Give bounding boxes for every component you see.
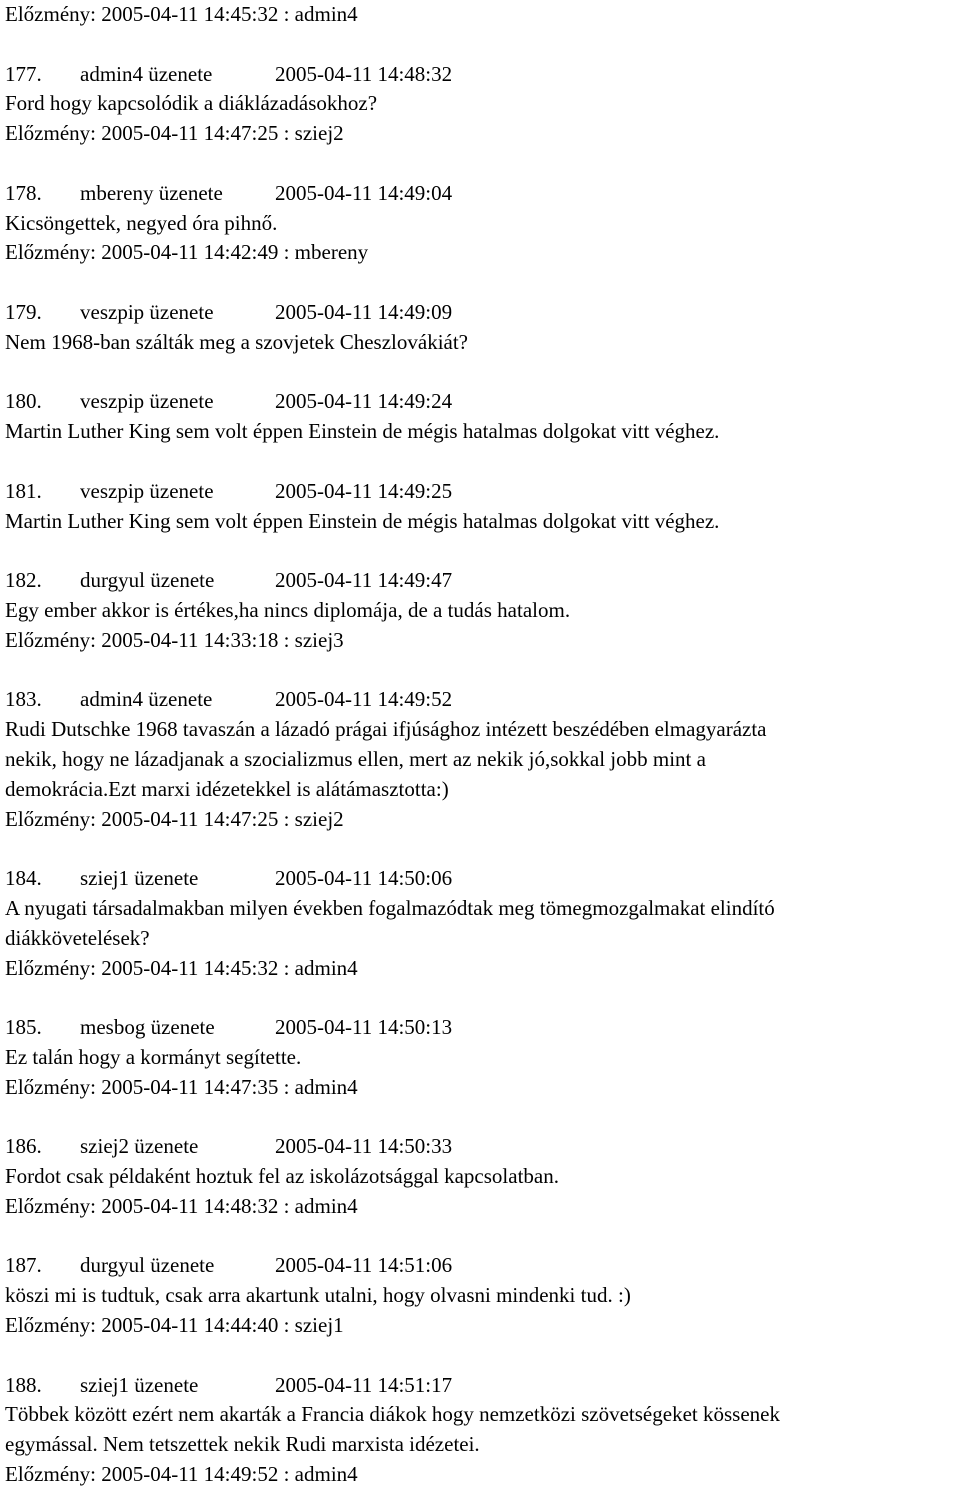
message-block <box>5 1251 957 1370</box>
message-header <box>5 1013 957 1043</box>
message-block <box>5 566 957 685</box>
message-number: 181. <box>5 478 42 503</box>
message-header <box>5 60 957 90</box>
message-number: 183. <box>5 687 42 712</box>
message-block <box>5 298 957 387</box>
message-block <box>5 477 957 566</box>
message-body-line: Fordot csak példaként hoztuk fel az iskolázotsággal kapcsolatban. <box>5 1164 559 1189</box>
message-body-line: Kicsöngettek, negyed óra pihnő. <box>5 210 278 235</box>
message-header <box>5 1371 957 1401</box>
message-block <box>5 685 957 864</box>
reply-reference: Előzmény: 2005-04-11 14:42:49 : mbereny <box>5 240 369 265</box>
spacer <box>5 358 957 388</box>
message-body-line: köszi mi is tudtuk, csak arra akartunk utalni, hogy olvasni mindenki tud. :) <box>5 1283 631 1308</box>
spacer <box>5 536 957 566</box>
message-number: 184. <box>5 866 42 891</box>
message-header <box>5 685 957 715</box>
message-body-line: Martin Luther King sem volt éppen Einstein de mégis hatalmas dolgokat vitt véghez. <box>5 508 720 533</box>
message-header <box>5 298 957 328</box>
message-author: sziej1 üzenete <box>80 1372 199 1397</box>
message-timestamp: 2005-04-11 14:49:52 <box>275 687 453 712</box>
message-author: durgyul üzenete <box>80 1253 215 1278</box>
message-author: veszpip üzenete <box>80 299 214 324</box>
spacer <box>5 149 957 179</box>
message-header <box>5 387 957 417</box>
message-timestamp: 2005-04-11 14:49:47 <box>275 568 453 593</box>
message-timestamp: 2005-04-11 14:48:32 <box>275 61 453 86</box>
reply-reference: Előzmény: 2005-04-11 14:47:25 : sziej2 <box>5 806 344 831</box>
message-author: admin4 üzenete <box>80 61 213 86</box>
spacer <box>5 983 957 1013</box>
message-author: admin4 üzenete <box>80 687 213 712</box>
message-body-line: Nem 1968-ban szálták meg a szovjetek Cheszlovákiát? <box>5 329 469 354</box>
message-block <box>5 1132 957 1251</box>
message-block <box>5 864 957 1013</box>
message-body-line: nekik, hogy ne lázadjanak a szocializmus ellen, mert az nekik jó,sokkal jobb mint a <box>5 746 706 771</box>
spacer <box>5 656 957 686</box>
reply-reference: Előzmény: 2005-04-11 14:47:25 : sziej2 <box>5 121 344 146</box>
message-number: 185. <box>5 1015 42 1040</box>
message-author: sziej2 üzenete <box>80 1134 199 1159</box>
message-author: mesbog üzenete <box>80 1015 215 1040</box>
message-timestamp: 2005-04-11 14:49:09 <box>275 299 453 324</box>
message-header <box>5 864 957 894</box>
message-number: 187. <box>5 1253 42 1278</box>
message-body-line: A nyugati társadalmakban milyen években fogalmazódtak meg tömegmozgalmakat elindító <box>5 895 775 920</box>
message-list <box>5 60 957 1490</box>
message-body-line: diákkövetelések? <box>5 925 150 950</box>
lead-reply-reference: Előzmény: 2005-04-11 14:45:32 : admin4 <box>5 2 358 26</box>
message-header <box>5 566 957 596</box>
message-header <box>5 1251 957 1281</box>
message-number: 177. <box>5 61 42 86</box>
message-block <box>5 60 957 179</box>
message-body-line: Ford hogy kapcsolódik a diáklázadásokhoz? <box>5 91 378 116</box>
spacer <box>5 1222 957 1252</box>
spacer <box>5 30 957 60</box>
spacer <box>5 1102 957 1132</box>
message-timestamp: 2005-04-11 14:49:24 <box>275 389 453 414</box>
message-timestamp: 2005-04-11 14:51:17 <box>275 1372 453 1397</box>
message-author: mbereny üzenete <box>80 180 223 205</box>
message-timestamp: 2005-04-11 14:51:06 <box>275 1253 453 1278</box>
message-body-line: Ez talán hogy a kormányt segítette. <box>5 1044 302 1069</box>
message-number: 179. <box>5 299 42 324</box>
message-timestamp: 2005-04-11 14:49:04 <box>275 180 453 205</box>
message-author: durgyul üzenete <box>80 568 215 593</box>
reply-reference: Előzmény: 2005-04-11 14:45:32 : admin4 <box>5 955 358 980</box>
message-block <box>5 179 957 298</box>
message-block <box>5 1371 957 1490</box>
message-body-line: demokrácia.Ezt marxi idézetekkel is alátámasztotta:) <box>5 776 449 801</box>
reply-reference: Előzmény: 2005-04-11 14:49:52 : admin4 <box>5 1462 358 1487</box>
spacer <box>5 834 957 864</box>
message-timestamp: 2005-04-11 14:50:13 <box>275 1015 453 1040</box>
message-block <box>5 387 957 476</box>
message-author: veszpip üzenete <box>80 478 214 503</box>
reply-reference: Előzmény: 2005-04-11 14:48:32 : admin4 <box>5 1193 358 1218</box>
message-block <box>5 1013 957 1132</box>
reply-reference: Előzmény: 2005-04-11 14:47:35 : admin4 <box>5 1074 358 1099</box>
message-body-line: Rudi Dutschke 1968 tavaszán a lázadó prágai ifjúsághoz intézett beszédében elmagyarázta <box>5 717 767 742</box>
forum-thread <box>5 0 957 1490</box>
message-body-line: Többek között ezért nem akarták a Francia diákok hogy nemzetközi szövetségeket kössenek <box>5 1402 780 1427</box>
message-timestamp: 2005-04-11 14:50:06 <box>275 866 453 891</box>
reply-reference: Előzmény: 2005-04-11 14:44:40 : sziej1 <box>5 1313 344 1338</box>
message-number: 186. <box>5 1134 42 1159</box>
message-timestamp: 2005-04-11 14:50:33 <box>275 1134 453 1159</box>
message-body-line: egymással. Nem tetszettek nekik Rudi marxista idézetei. <box>5 1432 480 1457</box>
message-number: 178. <box>5 180 42 205</box>
reply-reference: Előzmény: 2005-04-11 14:33:18 : sziej3 <box>5 627 344 652</box>
spacer <box>5 268 957 298</box>
message-body-line: Egy ember akkor is értékes,ha nincs diplomája, de a tudás hatalom. <box>5 597 571 622</box>
message-header <box>5 179 957 209</box>
message-timestamp: 2005-04-11 14:49:25 <box>275 478 453 503</box>
spacer <box>5 447 957 477</box>
message-number: 188. <box>5 1372 42 1397</box>
message-number: 180. <box>5 389 42 414</box>
spacer <box>5 1341 957 1371</box>
message-header <box>5 477 957 507</box>
message-author: sziej1 üzenete <box>80 866 199 891</box>
message-header <box>5 1132 957 1162</box>
message-body-line: Martin Luther King sem volt éppen Einstein de mégis hatalmas dolgokat vitt véghez. <box>5 419 720 444</box>
message-number: 182. <box>5 568 42 593</box>
message-author: veszpip üzenete <box>80 389 214 414</box>
